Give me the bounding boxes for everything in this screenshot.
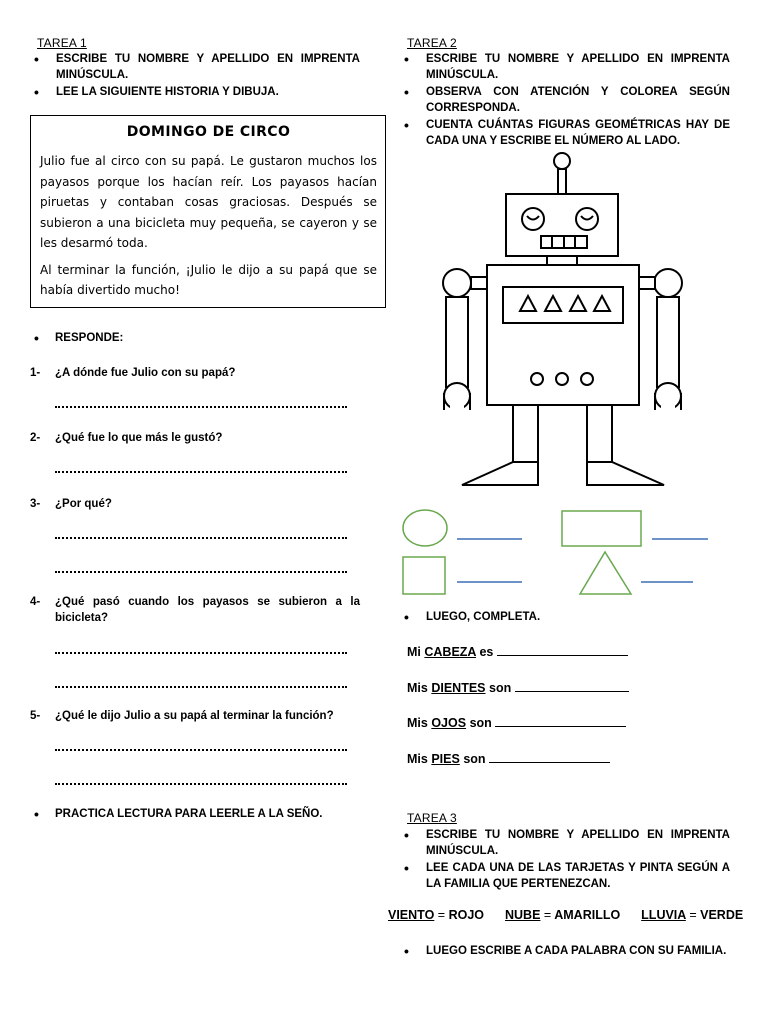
color-word: VIENTO [388, 908, 435, 922]
tarea-3-final [400, 943, 740, 960]
story-paragraph: Al terminar la función, ¡Julio le dijo a su papá que se había divertido mucho! [40, 262, 377, 297]
complete-dientes: Mis DIENTES son [407, 679, 629, 695]
complete-ojos: Mis OJOS son [407, 714, 626, 730]
instruction-item: • LEE CADA UNA DE LAS TARJETAS Y PINTA SEGÚN A LA FAMILIA QUE PERTENEZCAN. [400, 860, 730, 892]
instruction-item: • CUENTA CUÁNTAS FIGURAS GEOMÉTRICAS HAY DE CADA UNA Y ESCRIBE EL NÚMERO AL LADO. [400, 117, 730, 149]
fill-blank[interactable] [495, 714, 626, 727]
question-2: 2- ¿Qué fue lo que más le gustó? [30, 432, 223, 444]
triangle-shape [580, 552, 631, 594]
instruction-item: • LEE LA SIGUIENTE HISTORIA Y DIBUJA. [30, 84, 360, 100]
instruction-item: • OBSERVA CON ATENCIÓN Y COLOREA SEGÚN CORRESPONDA. [400, 84, 730, 116]
story-title: DOMINGO DE CIRCO [126, 124, 291, 140]
robot-foot [462, 462, 538, 485]
tarea-1-title: TAREA 1 [37, 36, 87, 50]
robot-shoulder [443, 269, 471, 297]
responde-heading: • RESPONDE: [34, 330, 124, 346]
color-legend: VIENTO = ROJO NUBE = AMARILLO LLUVIA = VERDE [388, 908, 744, 922]
question-4: 4- ¿Qué pasó cuando los payasos se subieron a la bicicleta? [30, 596, 360, 624]
question-5: 5- ¿Qué le dijo Julio a su papá al terminar la función? [30, 710, 334, 722]
robot-antenna-ball [554, 153, 570, 169]
fill-blank[interactable] [515, 679, 629, 692]
instruction-item: • LUEGO, COMPLETA. [400, 609, 730, 625]
tarea-3-title: TAREA 3 [407, 811, 457, 825]
complete-pies: Mis PIES son [407, 750, 610, 766]
story-paragraph: Julio fue al circo con su papá. Le gustaron muchos los payasos porque los hacían reír. Los payasos hacían piruetas y contaban cosas graciosas. Después se subieron a una bicicleta muy pequeña, se cayeron y se les desarmó toda. [40, 154, 377, 250]
square-shape [403, 557, 445, 594]
tarea-2-title: TAREA 2 [407, 36, 457, 50]
color-word: LLUVIA [641, 908, 686, 922]
question-1: 1- ¿A dónde fue Julio con su papá? [30, 367, 236, 379]
robot-arm [446, 297, 468, 387]
color-name: AMARILLO [554, 908, 621, 922]
robot-foot [587, 462, 664, 485]
robot-shoulder [654, 269, 682, 297]
color-name: ROJO [448, 908, 485, 922]
circle-shape [403, 510, 447, 546]
instruction-item: • LUEGO ESCRIBE A CADA PALABRA CON SU FAMILIA. [400, 943, 740, 959]
fill-blank[interactable] [497, 643, 628, 656]
instruction-item: • ESCRIBE TU NOMBRE Y APELLIDO EN IMPRENTA MINÚSCULA. [400, 827, 730, 859]
fill-blank[interactable] [489, 750, 610, 763]
robot-panel [503, 287, 623, 323]
instruction-item: • ESCRIBE TU NOMBRE Y APELLIDO EN IMPRENTA MINÚSCULA. [400, 51, 730, 83]
robot-leg [513, 405, 538, 462]
tarea-3-instructions [400, 827, 730, 893]
color-name: VERDE [700, 908, 744, 922]
practica-note: • PRACTICA LECTURA PARA LEERLE A LA SEÑO. [30, 808, 322, 820]
robot-leg [587, 405, 612, 462]
question-3: 3- ¿Por qué? [30, 498, 112, 510]
complete-cabeza: Mi CABEZA es [407, 643, 628, 659]
luego-completa [400, 609, 730, 626]
robot-arm [657, 297, 679, 387]
robot-neck [547, 256, 577, 265]
rectangle-shape [562, 511, 641, 546]
robot-antenna [558, 169, 566, 194]
color-word: NUBE [505, 908, 541, 922]
instruction-item: • ESCRIBE TU NOMBRE Y APELLIDO EN IMPRENTA MINÚSCULA. [30, 51, 360, 83]
